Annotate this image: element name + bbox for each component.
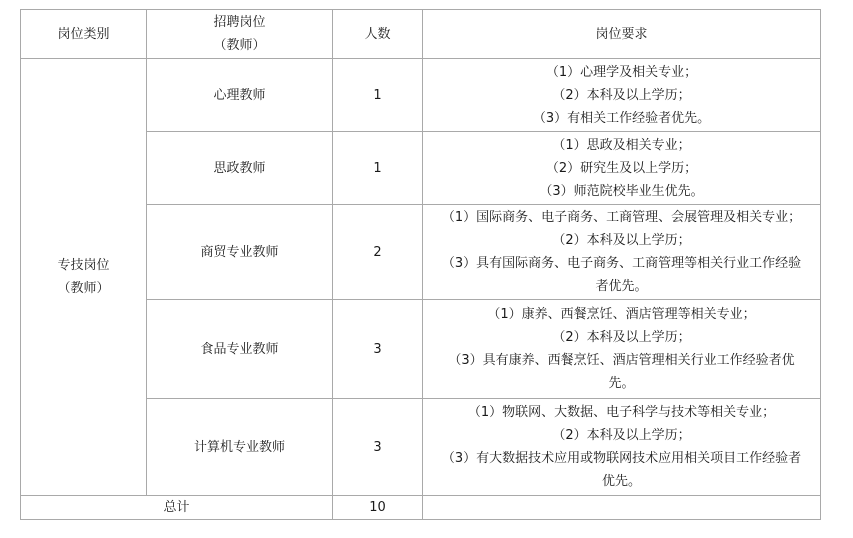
total-value: 10 xyxy=(333,496,423,520)
category-line2: （教师） xyxy=(57,281,110,296)
requirement-line: （2）本科及以上学历； xyxy=(552,233,691,248)
requirements-cell xyxy=(423,59,821,132)
requirement-line: （2）本科及以上学历； xyxy=(552,428,691,443)
header-position xyxy=(147,10,333,59)
requirements-cell xyxy=(423,132,821,205)
count-cell: 3 xyxy=(333,300,423,399)
header-position-line1: 招聘岗位 xyxy=(213,15,266,30)
requirement-line: （3）具有康养、西餐烹饪、酒店管理相关行业工作经验者优 xyxy=(448,353,795,368)
requirement-line: （1）心理学及相关专业； xyxy=(545,64,698,80)
header-count: 人数 xyxy=(333,10,423,59)
requirement-line: 优先。 xyxy=(601,474,641,489)
category-line1: 专技岗位 xyxy=(57,258,110,273)
requirement-line: 者优先。 xyxy=(595,279,648,294)
total-label: 总计 xyxy=(21,496,333,520)
header-category: 岗位类别 xyxy=(21,10,147,59)
requirement-line: 先。 xyxy=(608,376,635,391)
requirement-line: （3）有大数据技术应用或物联网技术应用相关项目工作经验者 xyxy=(441,451,802,466)
header-position-line2: （教师） xyxy=(213,38,266,53)
requirement-line: （3）师范院校毕业生优先。 xyxy=(539,183,704,199)
count-cell: 3 xyxy=(333,399,423,496)
count-cell: 2 xyxy=(333,205,423,300)
count-cell: 1 xyxy=(333,59,423,132)
requirement-line: （2）本科及以上学历； xyxy=(552,330,691,345)
category-cell xyxy=(21,59,147,496)
requirement-line: （1）康养、西餐烹饪、酒店管理等相关专业； xyxy=(487,307,756,322)
position-cell: 心理教师 xyxy=(147,59,333,132)
position-cell: 商贸专业教师 xyxy=(147,205,333,300)
requirement-line: （2）本科及以上学历； xyxy=(552,87,691,103)
requirements-cell xyxy=(423,399,821,496)
requirements-cell xyxy=(423,205,821,300)
total-row xyxy=(21,496,821,520)
position-cell: 计算机专业教师 xyxy=(147,399,333,496)
requirement-line: （2）研究生及以上学历； xyxy=(545,160,698,176)
requirement-line: （1）国际商务、电子商务、工商管理、会展管理及相关专业； xyxy=(441,210,802,225)
requirement-line: （3）具有国际商务、电子商务、工商管理等相关行业工作经验 xyxy=(441,256,802,271)
table-row xyxy=(21,59,821,132)
header-requirements: 岗位要求 xyxy=(423,10,821,59)
header-row xyxy=(21,10,821,59)
requirement-line: （1）物联网、大数据、电子科学与技术等相关专业； xyxy=(467,405,776,420)
requirements-cell xyxy=(423,300,821,399)
position-cell: 思政教师 xyxy=(147,132,333,205)
count-cell: 1 xyxy=(333,132,423,205)
requirement-line: （1）思政及相关专业； xyxy=(552,137,691,153)
position-cell: 食品专业教师 xyxy=(147,300,333,399)
recruitment-table xyxy=(20,9,821,520)
total-empty-cell xyxy=(423,496,821,520)
requirement-line: （3）有相关工作经验者优先。 xyxy=(532,110,711,126)
